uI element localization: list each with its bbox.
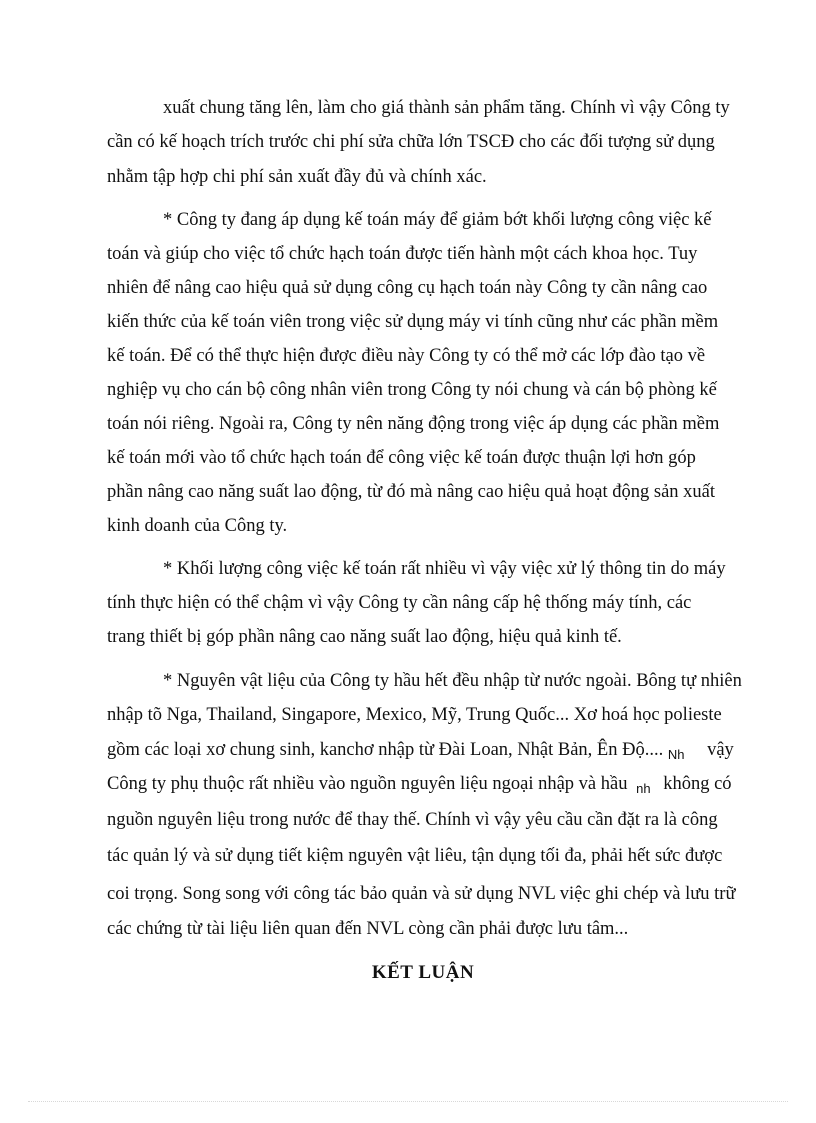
paragraph-2-line-8: kế toán mới vào tổ chức hạch toán để công việc kế toán được thuận lợi hơn góp [107,448,696,468]
paragraph-2-line-9: phần nâng cao năng suất lao động, từ đó mà nâng cao hiệu quả hoạt động sản xuất [107,482,716,502]
paragraph-2-line-10: kinh doanh của Công ty. [107,516,288,536]
paragraph-4-line-3-text: gồm các loại xơ chung sinh, kanchơ nhập từ Đài Loan, Nhật Bản, Ên Độ.... [107,740,664,760]
paragraph-4-line-7: coi trọng. Song song với công tác bảo quản và sử dụng NVL việc ghi chép và lưu trữ [107,884,736,904]
paragraph-2-line-5: kế toán. Để có thể thực hiện được điều này Công ty có thể mở các lớp đào tạo về [107,346,706,366]
paragraph-1-line-3: nhằm tập hợp chi phí sản xuất đầy đủ và chính xác. [107,167,487,187]
fragment-nh-lower: nh [636,781,651,796]
paragraph-2-line-4: kiến thức của kế toán viên trong việc sử dụng máy vi tính cũng như các phần mềm [107,312,719,332]
paragraph-1-line-2: cần có kế hoạch trích trước chi phí sửa chữa lớn TSCĐ cho các đối tượng sử dụng [107,132,715,152]
fragment-nh-upper: Nh [667,747,685,762]
fragment-vay: vậy [707,740,734,760]
fragment-khong-co: không có [663,774,732,794]
paragraph-4-line-1: * Nguyên vật liệu của Công ty hầu hết đều nhập từ nước ngoài. Bông tự nhiên [163,671,742,691]
section-heading-ket-luan: KẾT LUẬN [371,962,475,983]
paragraph-2-line-3: nhiên để nâng cao hiệu quả sử dụng công cụ hạch toán này Công ty cần nâng cao [107,278,708,298]
paragraph-2-line-7: toán nói riêng. Ngoài ra, Công ty nên năng động trong việc áp dụng các phần mềm [107,414,720,434]
paragraph-2-line-2: toán và giúp cho việc tổ chức hạch toán được tiến hành một cách khoa học. Tuy [107,244,698,264]
paragraph-4-line-8: các chứng từ tài liệu liên quan đến NVL còng cần phải được lưu tâm... [107,919,629,939]
paragraph-4-line-5: nguồn nguyên liệu trong nước để thay thế. Chính vì vậy yêu cầu cần đặt ra là công [107,810,718,830]
paragraph-1-line-1: xuất chung tăng lên, làm cho giá thành sản phẩm tăng. Chính vì vậy Công ty [163,98,730,118]
paragraph-4-line-4 [107,773,732,796]
paragraph-4-line-3 [107,739,734,762]
paragraph-4-line-4-text: Công ty phụ thuộc rất nhiều vào nguồn nguyên liệu ngoại nhập và hầu [107,774,628,794]
paragraph-3-line-2: tính thực hiện có thể chậm vì vậy Công ty cần nâng cấp hệ thống máy tính, các [107,593,692,613]
paragraph-4-line-2: nhập tõ Nga, Thailand, Singapore, Mexico, Mỹ, Trung Quốc... Xơ hoá học polieste [107,705,722,725]
paragraph-3-line-3: trang thiết bị góp phần nâng cao năng suất lao động, hiệu quả kinh tế. [107,627,622,647]
paragraph-4-line-6: tác quản lý và sử dụng tiết kiệm nguyên vật liêu, tận dụng tối đa, phải hết sức được [107,846,723,866]
paragraph-3-line-1: * Khối lượng công việc kế toán rất nhiều vì vậy việc xử lý thông tin do máy [163,559,726,579]
paragraph-2-line-1: * Công ty đang áp dụng kế toán máy để giảm bớt khối lượng công việc kế [163,210,712,230]
paragraph-2-line-6: nghiệp vụ cho cán bộ công nhân viên trong Công ty nói chung và cán bộ phòng kế [107,380,717,400]
page-footer-divider [28,1101,788,1102]
